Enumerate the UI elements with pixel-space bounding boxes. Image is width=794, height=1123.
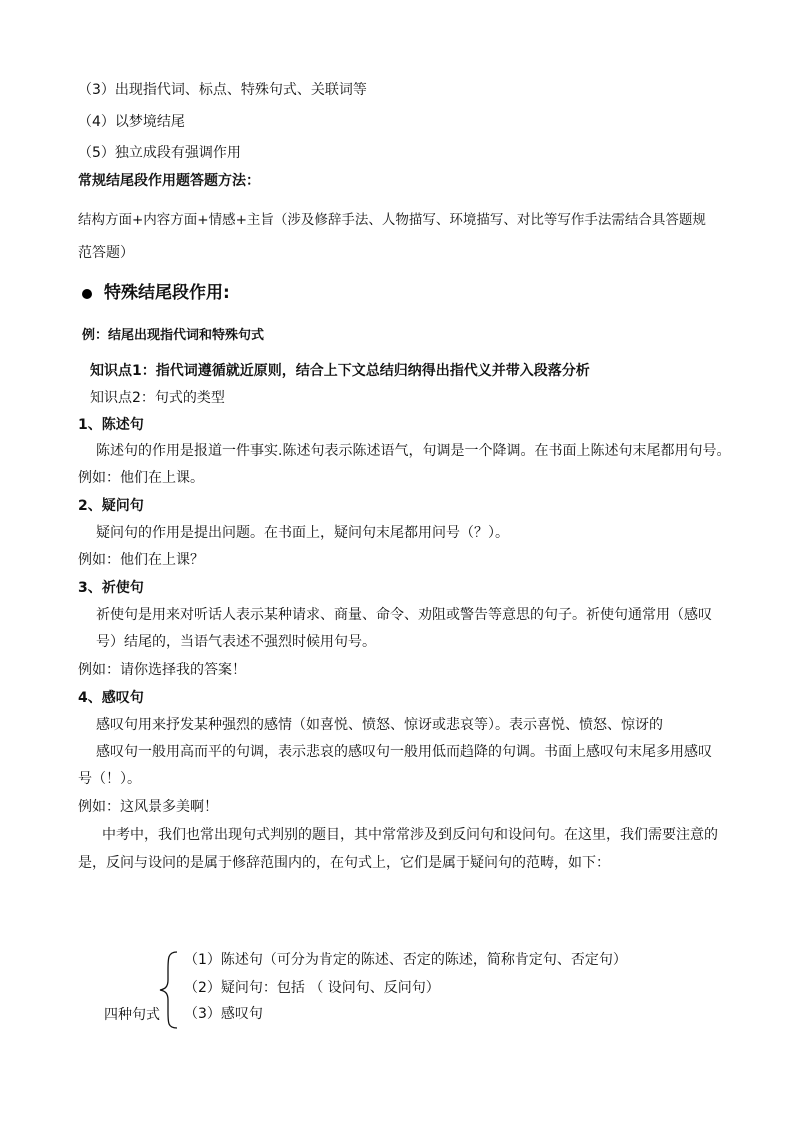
- sentence-type-2-example: 例如：他们在上课？: [78, 552, 204, 568]
- diagram-root-label: 四种句式: [104, 1007, 160, 1023]
- sentence-type-1-example: 例如：他们在上课。: [78, 470, 204, 486]
- list-item-4: （4）以梦境结尾: [78, 114, 185, 130]
- curly-brace-icon: [158, 950, 180, 1030]
- sentence-type-4-body-line-2: 感叹句一般用高而平的句调，表示悲哀的感叹句一般用低而趋降的句调。书面上感叹句末尾多用感叹: [96, 744, 712, 760]
- bullet-icon: [82, 289, 92, 299]
- section-heading: 特殊结尾段作用:: [104, 283, 230, 303]
- sentence-type-4-title: 4、感叹句: [78, 690, 144, 706]
- sentence-type-2-body: 疑问句的作用是提出问题。在书面上，疑问句末尾都用问号（？）。: [96, 525, 509, 541]
- sentence-type-4-example: 例如：这风景多美啊！: [78, 799, 218, 815]
- sentence-type-1-body: 陈述句的作用是报道一件事实.陈述句表示陈述语气，句调是一个降调。在书面上陈述句末尾都用句号。: [96, 443, 731, 459]
- list-item-5: （5）独立成段有强调作用: [78, 145, 241, 161]
- method-body-line-2: 范答题）: [78, 245, 134, 261]
- method-body-line-1: 结构方面+内容方面+情感+主旨（涉及修辞手法、人物描写、环境描写、对比等写作手法需结合具答题规: [78, 212, 706, 228]
- sentence-type-3-body-line-1: 祈使句是用来对听话人表示某种请求、商量、命令、劝阻或警告等意思的句子。祈使句通常用（感叹: [96, 607, 712, 623]
- method-title: 常规结尾段作用题答题方法：: [78, 173, 260, 189]
- diagram-branch-3: （3）感叹句: [184, 1006, 263, 1022]
- diagram-branch-2: （2）疑问句：包括 （ 设问句、反问句）: [184, 980, 440, 996]
- list-item-3: （3）出现指代词、标点、特殊句式、关联词等: [78, 82, 367, 98]
- paragraph-line-2: 是，反问与设问的是属于修辞范围内的，在句式上，它们是属于疑问句的范畴，如下：: [78, 855, 610, 871]
- sentence-type-3-title: 3、祈使句: [78, 580, 144, 596]
- sentence-type-3-example: 例如：请你选择我的答案！: [78, 662, 246, 678]
- knowledge-point-2: 知识点2：句式的类型: [90, 390, 225, 406]
- sentence-type-1-title: 1、陈述句: [78, 417, 144, 433]
- sentence-type-2-title: 2、疑问句: [78, 498, 144, 514]
- sentence-type-4-body-line-3: 号（！）。: [78, 771, 141, 787]
- paragraph-line-1: 中考中，我们也常出现句式判别的题目，其中常常涉及到反问句和设问句。在这里，我们需要注意的: [102, 827, 718, 843]
- sentence-type-4-body-line-1: 感叹句用来抒发某种强烈的感情（如喜悦、愤怒、惊讶或悲哀等）。表示喜悦、愤怒、惊讶的: [96, 717, 663, 733]
- sentence-type-3-body-line-2: 号）结尾的，当语气表述不强烈时候用句号。: [96, 634, 376, 650]
- diagram-branch-1: （1）陈述句（可分为肯定的陈述、否定的陈述，简称肯定句、否定句）: [184, 952, 627, 968]
- knowledge-point-1: 知识点1：指代词遵循就近原则，结合上下文总结归纳得出指代义并带入段落分析: [90, 363, 590, 379]
- example-line: 例：结尾出现指代词和特殊句式: [82, 328, 265, 343]
